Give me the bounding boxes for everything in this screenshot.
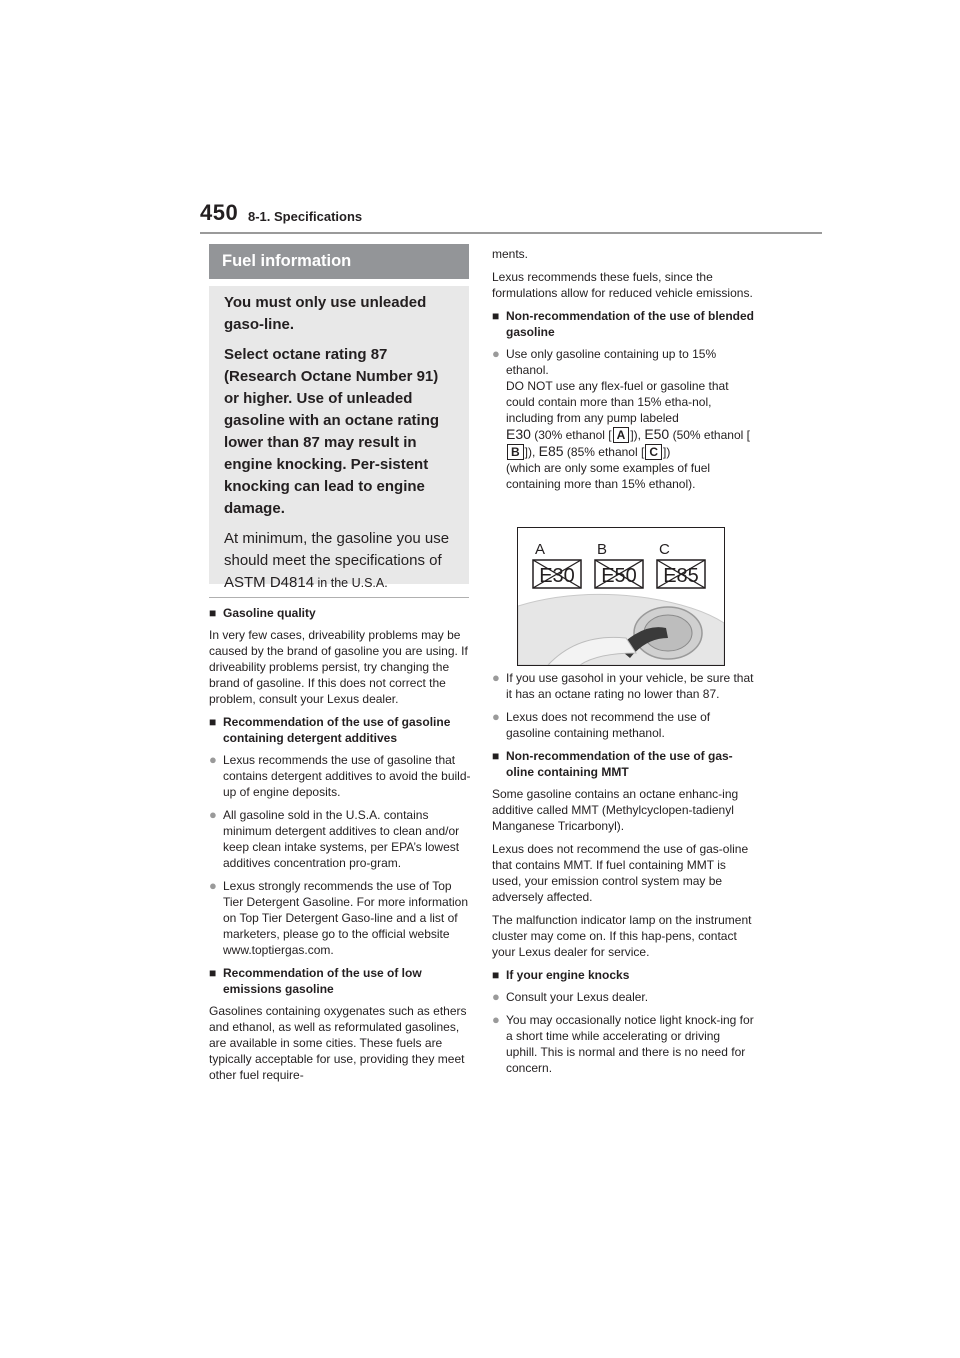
mmt-heading: ■ Non-recommendation of the use of gas-oline containing MMT bbox=[492, 749, 733, 779]
fuel-pump-figure bbox=[517, 527, 725, 666]
figure-label: C bbox=[659, 541, 670, 558]
right-column-bottom bbox=[492, 670, 754, 1083]
header-divider bbox=[200, 232, 822, 234]
label-a: A bbox=[613, 427, 630, 443]
pump-sign: E50 bbox=[601, 565, 637, 587]
low-emissions-text: Gasolines containing oxygenates such as ethers and ethanol, as well as reformulated gasolines, are available in some cities. These fuels are typically acceptable for use, providing they meet other fuel require- bbox=[209, 1004, 467, 1082]
octane-notice: Select octane rating 87 (Research Octane Number 91) or higher. Use of unleaded gasoline with an octane rating lower than 87 may result in engine knocking. Per-sistent knocking can lead to engine damage. bbox=[224, 346, 440, 517]
left-column bbox=[209, 605, 471, 1090]
blended-bullet: ● Use only gasoline containing up to 15% ethanol. DO NOT use any flex-fuel or gasoline that could contain more than 15% etha-nol, including from any pump labeled E30 (30% ethanol [ A ]), E50 (50% ethanol [B ]), E85 (85% ethanol [ C ]) (which are only some examples of fuel containing more than 15% ethanol). bbox=[492, 346, 750, 491]
label-b: B bbox=[507, 444, 524, 460]
mmt-text: Some gasoline contains an octane enhanc-ing additive called MMT (Methylcyclopen-tadienyl Manganese Tricarbonyl). bbox=[492, 787, 739, 833]
detergent-heading: ■ Recommendation of the use of gasoline containing detergent additives bbox=[209, 715, 451, 745]
knock-bullet: ● Consult your Lexus dealer. bbox=[492, 989, 649, 1004]
right-column-top bbox=[492, 246, 754, 499]
low-emissions-heading: ■ Recommendation of the use of low emissions gasoline bbox=[209, 966, 422, 996]
knock-heading: ■ If your engine knocks bbox=[492, 968, 630, 982]
left-divider bbox=[209, 597, 469, 598]
continued-text: ments. bbox=[492, 247, 529, 261]
fuel-info-heading: Fuel information bbox=[209, 244, 469, 279]
blended-heading: ■ Non-recommendation of the use of blended gasoline bbox=[492, 309, 755, 339]
mmt-text: Lexus does not recommend the use of gas-oline that contains MMT. If fuel containing MMT is used, your emission control system may be adversely affected. bbox=[492, 842, 749, 904]
figure-label: A bbox=[535, 541, 546, 558]
gasohol-bullet: ● If you use gasohol in your vehicle, be sure that it has an octane rating no lower than 87. bbox=[492, 670, 754, 701]
detergent-bullet: ● All gasoline sold in the U.S.A. contains minimum detergent additives to clean and/or keep clean intake systems, per EPA’s lowest additives concentration pro-gram. bbox=[209, 807, 460, 870]
pump-sign: E85 bbox=[663, 565, 699, 587]
detergent-bullet: ● Lexus recommends the use of gasoline that contains detergent additives to avoid the build-up of engine deposits. bbox=[209, 752, 471, 799]
detergent-bullet: ● Lexus strongly recommends the use of Top Tier Detergent Gasoline. For more information on Top Tier Detergent Gaso-line and a list of marketers, please go to the official website www.toptiergas.com. bbox=[209, 878, 468, 957]
methanol-bullet: ● Lexus does not recommend the use of gasoline containing methanol. bbox=[492, 709, 711, 740]
pump-sign: E30 bbox=[539, 565, 575, 587]
recommend-text: Lexus recommends these fuels, since the formulations allow for reduced vehicle emissions. bbox=[492, 270, 753, 300]
figure-label: B bbox=[597, 541, 608, 558]
gasoline-quality-heading: ■ Gasoline quality bbox=[209, 606, 316, 620]
label-c: C bbox=[645, 444, 662, 460]
page-number: 450 bbox=[200, 200, 239, 225]
astm-notice: At minimum, the gasoline you use should meet the specifications of ASTM D4814 in the U.S.A. bbox=[224, 530, 450, 591]
knock-bullet: ● You may occasionally notice light knock-ing for a short time while accelerating or driving uphill. This is normal and there is no need for concern. bbox=[492, 1012, 754, 1075]
mmt-text: The malfunction indicator lamp on the instrument cluster may come on. If this hap-pens, contact your Lexus dealer for service. bbox=[492, 913, 752, 959]
fuel-info-box bbox=[209, 286, 469, 591]
gasoline-quality-text: In very few cases, driveability problems may be caused by the brand of gasoline you are using. If driveability problems persist, try changing the brand of gasoline. If this does not correct the problem, consult your Lexus dealer. bbox=[209, 628, 468, 706]
unleaded-notice: You must only use unleaded gaso-line. bbox=[224, 294, 427, 333]
section-title: 8-1. Specifications bbox=[248, 209, 363, 224]
